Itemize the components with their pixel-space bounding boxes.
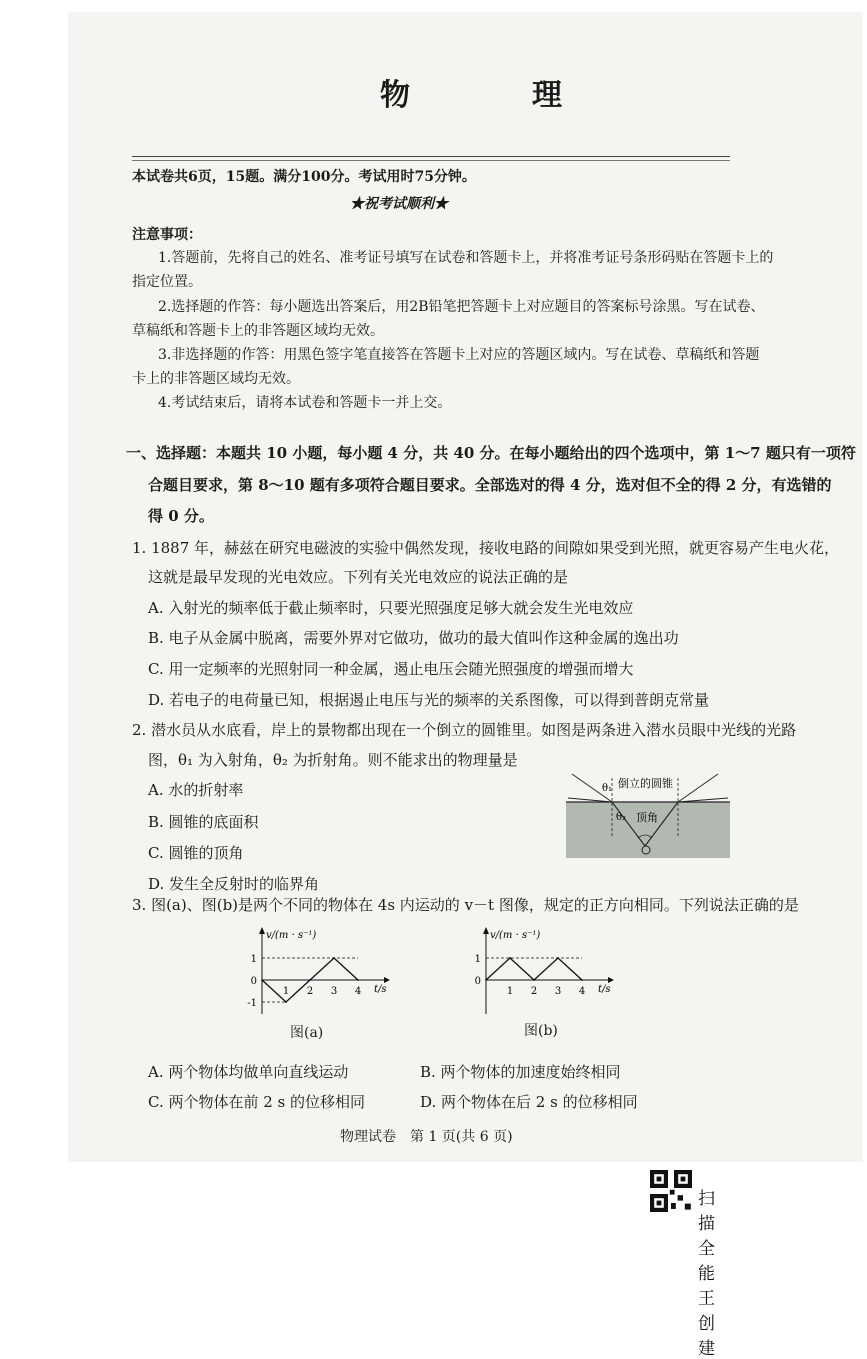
q2-option-a: A. 水的折射率 [148, 781, 244, 799]
q3-option-b: B. 两个物体的加速度始终相同 [420, 1063, 621, 1081]
data-point [581, 979, 583, 981]
figure-b-caption: 图(b) [524, 1023, 558, 1039]
y-axis-arrow [483, 927, 489, 934]
q2-option-b: B. 圆锥的底面积 [148, 813, 259, 831]
notice-line: 1.答题前，先将自己的姓名、准考证号填写在试卷和答题卡上，并将准考证号条形码贴在答题卡上的 [158, 250, 774, 266]
y-axis-label: v/(m · s⁻¹) [490, 930, 541, 941]
y-tick-label: 1 [474, 954, 481, 965]
notice-line: 2.选择题的作答：每小题选出答案后，用2B铅笔把答题卡上对应题目的答案标号涂黑。写在试卷、 [158, 299, 765, 315]
notice-line: 卡上的非答题区域均无效。 [132, 371, 300, 387]
x-tick-label: 4 [354, 986, 362, 997]
scanner-brand-text: 扫描全能王 创建 [698, 1189, 715, 1359]
q3-stem: 3. 图(a)、图(b)是两个不同的物体在 4s 内运动的 v－t 图像，规定的正方向相同。下列说法正确的是 [132, 896, 799, 914]
section-heading-line: 得 0 分。 [148, 507, 214, 525]
vt-chart-b [462, 922, 622, 1022]
x-tick-label: 3 [330, 986, 338, 997]
q1-option-a: A. 入射光的频率低于截止频率时，只要光照强度足够大就会发生光电效应 [148, 599, 634, 617]
q1-stem: 这就是最早发现的光电效应。下列有关光电效应的说法正确的是 [148, 568, 569, 586]
q2-option-c: C. 圆锥的顶角 [148, 844, 244, 862]
q3-option-c: C. 两个物体在前 2 s 的位移相同 [148, 1093, 366, 1111]
notice-line: 4.考试结束后，请将本试卷和答题卡一并上交。 [158, 395, 452, 411]
data-point [357, 979, 359, 981]
section-heading: 一、选择题：本题共 10 小题，每小题 4 分，共 40 分。在每小题给出的四个选项中，第 1～7 题只有一项符 [126, 444, 856, 462]
x-tick-label: 1 [282, 986, 290, 997]
page-title: 物 理 [380, 78, 608, 113]
q1-option-d: D. 若电子的电荷量已知，根据遏止电压与光的频率的关系图像，可以得到普朗克常量 [148, 691, 710, 709]
q2-option-d: D. 发生全反射时的临界角 [148, 875, 320, 893]
y-tick-label: 0 [474, 976, 481, 987]
q2-stem: 图，θ₁ 为入射角，θ₂ 为折射角。则不能求出的物理量是 [148, 751, 518, 769]
qr-code-icon [650, 1170, 692, 1212]
notice-line: 草稿纸和答题卡上的非答题区域均无效。 [132, 323, 384, 339]
series-line [486, 958, 582, 980]
good-luck-banner: ★祝考试顺利★ [350, 196, 448, 212]
x-tick-label: 1 [506, 986, 514, 997]
y-tick-label: -1 [247, 998, 257, 1009]
x-axis-arrow [384, 977, 390, 983]
theta2-label: θ₂ [616, 812, 627, 823]
notice-heading: 注意事项： [132, 227, 202, 243]
vt-chart-a [238, 922, 398, 1022]
title-rule-thin [132, 160, 730, 161]
q2-stem: 2. 潜水员从水底看，岸上的景物都出现在一个倒立的圆锥里。如图是两条进入潜水员眼中光线的光路 [132, 721, 797, 739]
data-point [509, 957, 511, 959]
x-axis-label: t/s [374, 984, 387, 995]
x-axis-label: t/s [598, 984, 611, 995]
x-axis-arrow [608, 977, 614, 983]
x-tick-label: 2 [530, 986, 538, 997]
data-point [285, 1001, 287, 1003]
x-tick-label: 2 [306, 986, 314, 997]
data-point [485, 979, 487, 981]
notice-line: 指定位置。 [132, 274, 202, 290]
q2-optics-figure [566, 772, 730, 858]
x-tick-label: 4 [578, 986, 586, 997]
x-tick-label: 3 [554, 986, 562, 997]
q3-option-a: A. 两个物体均做单向直线运动 [148, 1063, 349, 1081]
cone-edge-right [678, 774, 718, 802]
q1-option-c: C. 用一定频率的光照射同一种金属，遏止电压会随光照强度的增强而增大 [148, 660, 634, 678]
q3-option-d: D. 两个物体在后 2 s 的位移相同 [420, 1093, 638, 1111]
notice-line: 3.非选择题的作答：用黑色签字笔直接答在答题卡上对应的答题区域内。写在试卷、草稿纸和答题 [158, 347, 760, 363]
y-axis-label: v/(m · s⁻¹) [266, 930, 317, 941]
y-axis-arrow [259, 927, 265, 934]
q1-option-b: B. 电子从金属中脱离，需要外界对它做功，做功的最大值叫作这种金属的逸出功 [148, 629, 679, 647]
data-point [533, 979, 535, 981]
apex-label: 顶角 [636, 811, 658, 824]
exam-meta: 本试卷共6页，15题。满分100分。考试用时75分钟。 [132, 169, 476, 185]
data-point [333, 957, 335, 959]
data-point [261, 979, 263, 981]
q1-stem: 1. 1887 年，赫兹在研究电磁波的实验中偶然发现，接收电路的间隙如果受到光照，就更容易产生电火花， [132, 539, 840, 557]
data-point [557, 957, 559, 959]
cone-label: 倒立的圆锥 [618, 777, 673, 790]
y-tick-label: 0 [250, 976, 257, 987]
section-heading-line: 合题目要求，第 8～10 题有多项符合题目要求。全部选对的得 4 分，选对但不全的得 2 分，有选错的 [148, 476, 832, 494]
theta1-label: θ₁ [602, 783, 613, 794]
figure-a-caption: 图(a) [290, 1025, 324, 1041]
data-point [309, 979, 311, 981]
title-rule [132, 156, 730, 157]
page-footer: 物理试卷 第 1 页(共 6 页) [340, 1129, 513, 1145]
y-tick-label: 1 [250, 954, 257, 965]
